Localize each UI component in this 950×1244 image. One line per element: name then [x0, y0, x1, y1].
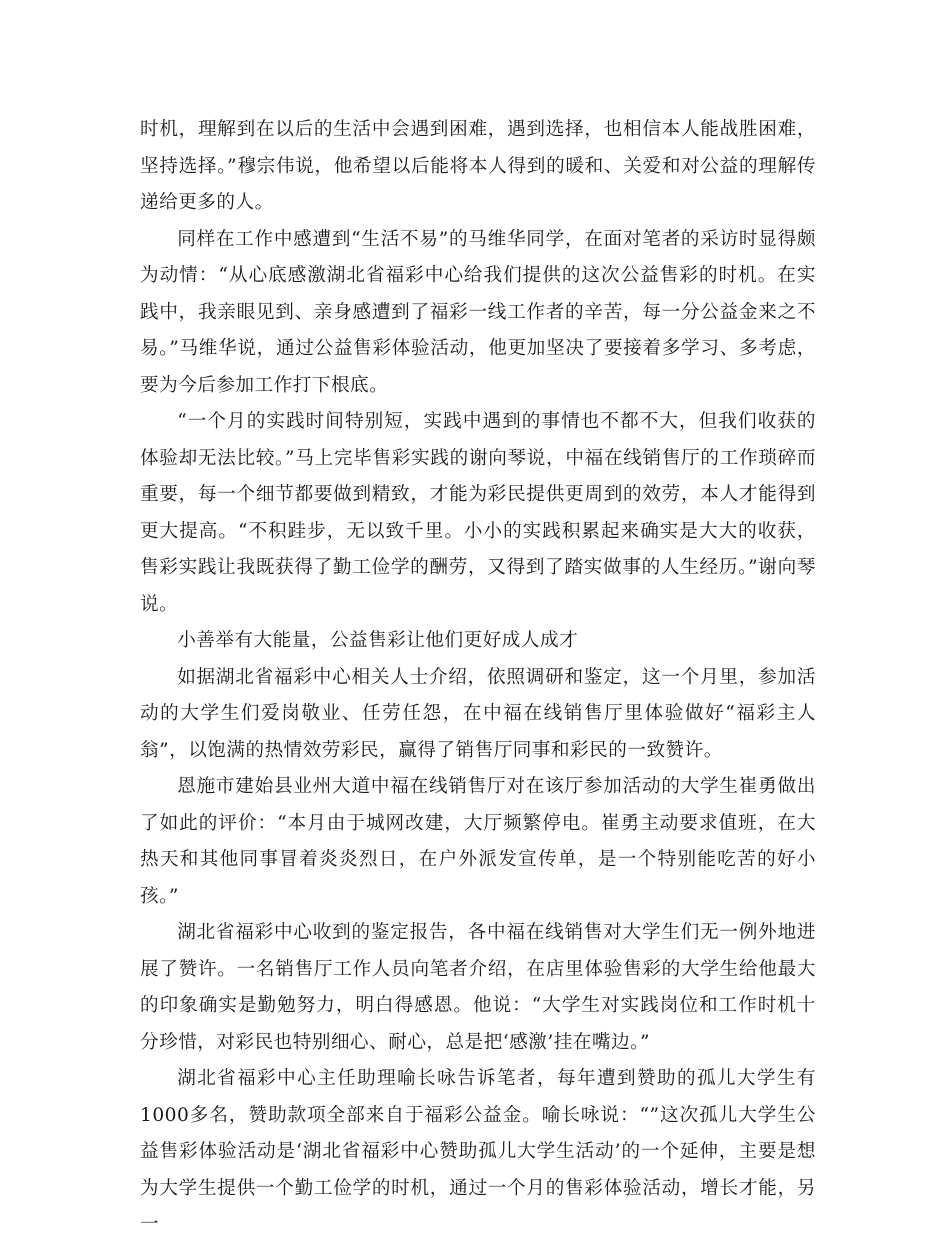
paragraph-continued: 时机，理解到在以后的生活中会遇到困难，遇到选择，也相信本人能战胜困难，坚持选择。”穆宗伟说，他希望以后能将本人得到的暖和、关爱和对公益的理解传递给更多的人。 [140, 119, 816, 213]
paragraph: 湖北省福彩中心主任助理喻长咏告诉笔者，每年遭到赞助的孤儿大学生有1000多名，赞助款项全部来自于福彩公益金。喻长咏说：“”这次孤儿大学生公益售彩体验活动是‘湖北省福彩中心赞助孤儿大学生活动’的一个延伸，主要是想为大学生提供一个勤工俭学的时机，通过一个月的售彩体验活动，增长才能，另一 [140, 1068, 816, 1235]
paragraph: “一个月的实践时间特别短，实践中遇到的事情也不都不大，但我们收获的体验却无法比较。”马上完毕售彩实践的谢向琴说，中福在线销售厅的工作琐碎而重要，每一个细节都要做到精致，才能为彩民提供更周到的效劳，本人才能得到更大提高。“不积跬步，无以致千里。小小的实践积累起来确实是大大的收获，售彩实践让我既获得了勤工俭学的酬劳，又得到了踏实做事的人生经历。”谢向琴说。 [140, 411, 816, 615]
section-heading: 小善举有大能量，公益售彩让他们更好成人成才 [177, 630, 579, 651]
article-body [140, 112, 816, 1244]
paragraph: 湖北省福彩中心收到的鉴定报告，各中福在线销售对大学生们无一例外地进展了赞许。一名销售厅工作人员向笔者介绍，在店里体验售彩的大学生给他最大的印象确实是勤勉努力，明白得感恩。他说：“大学生对实践岗位和工作时机十分珍惜，对彩民也特别细心、耐心，总是把‘感激’挂在嘴边。” [140, 922, 816, 1053]
paragraph: 同样在工作中感遭到“生活不易”的马维华同学，在面对笔者的采访时显得颇为动情：“从心底感激湖北省福彩中心给我们提供的这次公益售彩的时机。在实践中，我亲眼见到、亲身感遭到了福彩一线工作者的辛苦，每一分公益金来之不易。”马维华说，通过公益售彩体验活动，他更加坚决了要接着多学习、多考虑，要为今后参加工作打下根底。 [140, 228, 816, 396]
paragraph: 恩施市建始县业州大道中福在线销售厅对在该厅参加活动的大学生崔勇做出了如此的评价：“本月由于城网改建，大厅频繁停电。崔勇主动要求值班，在大热天和其他同事冒着炎炎烈日，在户外派发宣传单，是一个特别能吃苦的好小孩。” [140, 776, 816, 907]
paragraph: 如据湖北省福彩中心相关人士介绍，依照调研和鉴定，这一个月里，参加活动的大学生们爱岗敬业、任劳任怨，在中福在线销售厅里体验做好“福彩主人翁”，以饱满的热情效劳彩民，赢得了销售厅同事和彩民的一致赞许。 [140, 666, 816, 761]
